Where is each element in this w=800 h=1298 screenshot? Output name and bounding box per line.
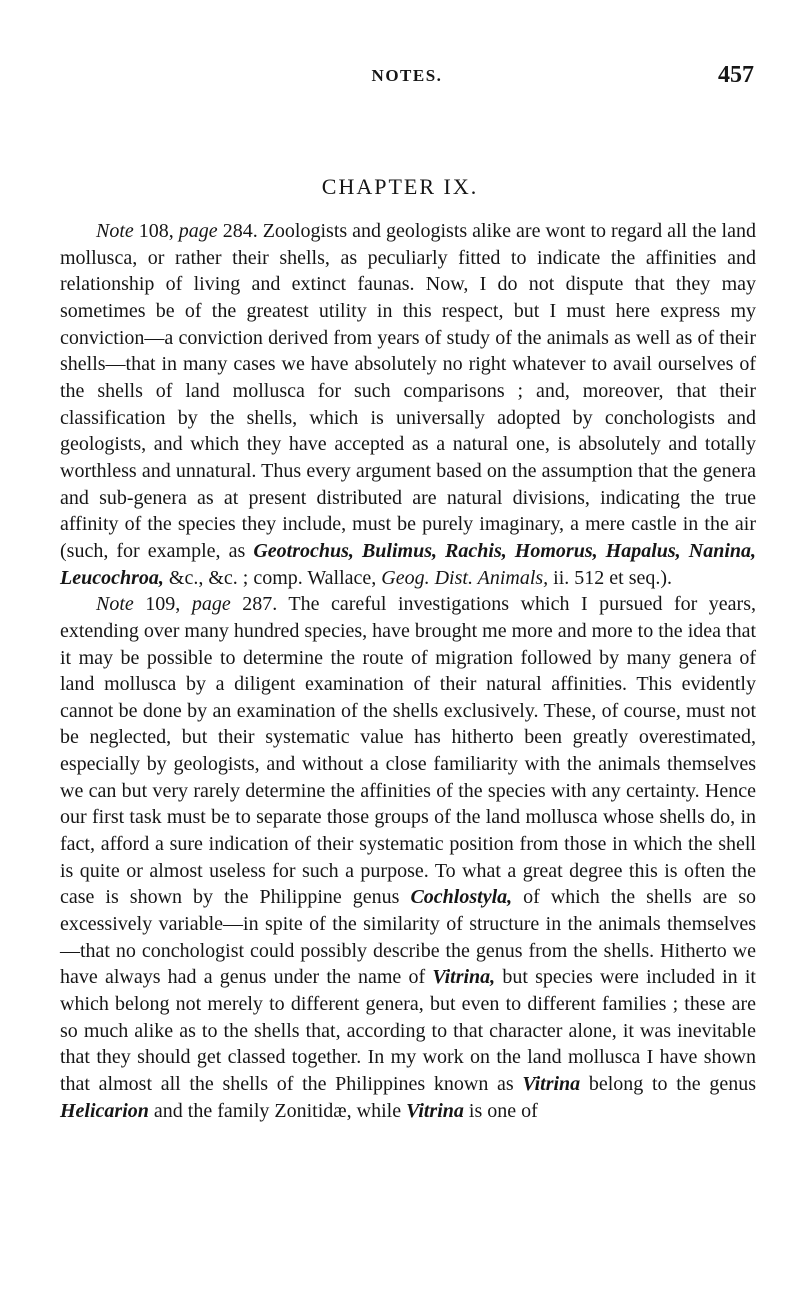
note-109-paragraph [60,591,756,1124]
page-number: 457 [718,62,754,88]
note-109-text-6: is one of [463,1099,538,1122]
note-109-page-number: 287. [230,593,289,616]
note-109-page-label: page [191,593,231,616]
note-109-label: Note [96,593,134,616]
note-109-text-4: belong to the genus [580,1073,756,1095]
note-108-page-label: page [178,220,218,242]
body-text [60,218,756,1124]
genus-helicarion: Helicarion [60,1099,149,1122]
note-109-text-1: The careful investigations which I pursued for years, extending over many hundred species, have brought me more and more to the idea that it may be possible to determine the route of migration followed by many genera of land mollusca by a diligent examination of their natural affinities. This evidently cannot be done by an examination of the shells exclusively. These, of course, must not be neglected, but their systematic value has hitherto been greatly overestimated, especially by geologists, and without a close familiarity with the animals themselves we can but very rarely determine the affinities of the species with any certainty. Hence our first task must be to separate those groups of the land mollusca whose shells do, in fact, afford a sure indication of their systematic position from those in which the shell is quite or almost useless for such a purpose. To what a great degree this is often the case is shown by the Philippine genus [60,593,756,909]
note-108-text-3: ii. 512 et seq.). [548,566,673,589]
note-109-text-2: of which the shells are so excessively variable—in spite of the similarity of structure in the animals themselves—that no conchologist could possibly describe the genus from the shells. Hitherto we have always had a genus under the name of [60,886,756,989]
note-108-page-number: 284. [217,220,263,242]
note-109-number: 109, [133,593,192,616]
note-108-genera-list: Geotrochus, Bulimus, Rachis, Homorus, Hapalus, Nanina, Leucochroa, [60,539,756,589]
genus-vitrina-3: Vitrina [406,1099,464,1122]
genus-vitrina-1: Vitrina, [432,966,496,989]
note-108-text-2: &c., &c. ; comp. Wallace, [163,566,382,589]
note-108-number: 108, [133,220,179,242]
genus-vitrina-2: Vitrina [522,1073,581,1095]
chapter-title: CHAPTER IX. [321,174,479,199]
note-108-paragraph [60,218,756,591]
genus-cochlostyla: Cochlostyla, [410,886,513,909]
note-109-text-5: and the family Zonitidæ, while [148,1099,407,1122]
note-108-citation: Geog. Dist. Animals, [381,566,549,589]
note-108-label: Note [96,220,134,242]
note-108-text-1: Zoologists and geologists alike are wont to regard all the land mollusca, or rather their shells, as peculiarly fitted to indicate the affinities and relationship of living and extinct faunas. Now, I do not dispute that they may sometimes be of the greatest utility in this respect, but I must here express my conviction—a conviction derived from years of study of the animals as well as of their shells—that in many cases we have absolutely no right whatever to avail ourselves of the shells of land mollusca for such comparisons ; and, moreover, that their classification by the shells, which is universally adopted by conchologists and geologists, and which they have accepted as a natural one, is absolutely and totally worthless and unnatural. Thus every argument based on the assumption that the genera and sub-genera as at present distributed are natural divisions, indicating the true affinity of the species they include, must be purely imaginary, a mere castle in the air (such, for example, as [60,220,756,562]
note-109-text-3: but species were included in it which belong not merely to different genera, but even to different families ; these are so much alike as to the shells that, according to that character alone, it was inevitable that they should get classed together. In my work on the land mollusca I have shown that almost all the shells of the Philippines known as [60,966,756,1095]
running-title: NOTES. [371,66,443,85]
running-head [60,62,754,94]
